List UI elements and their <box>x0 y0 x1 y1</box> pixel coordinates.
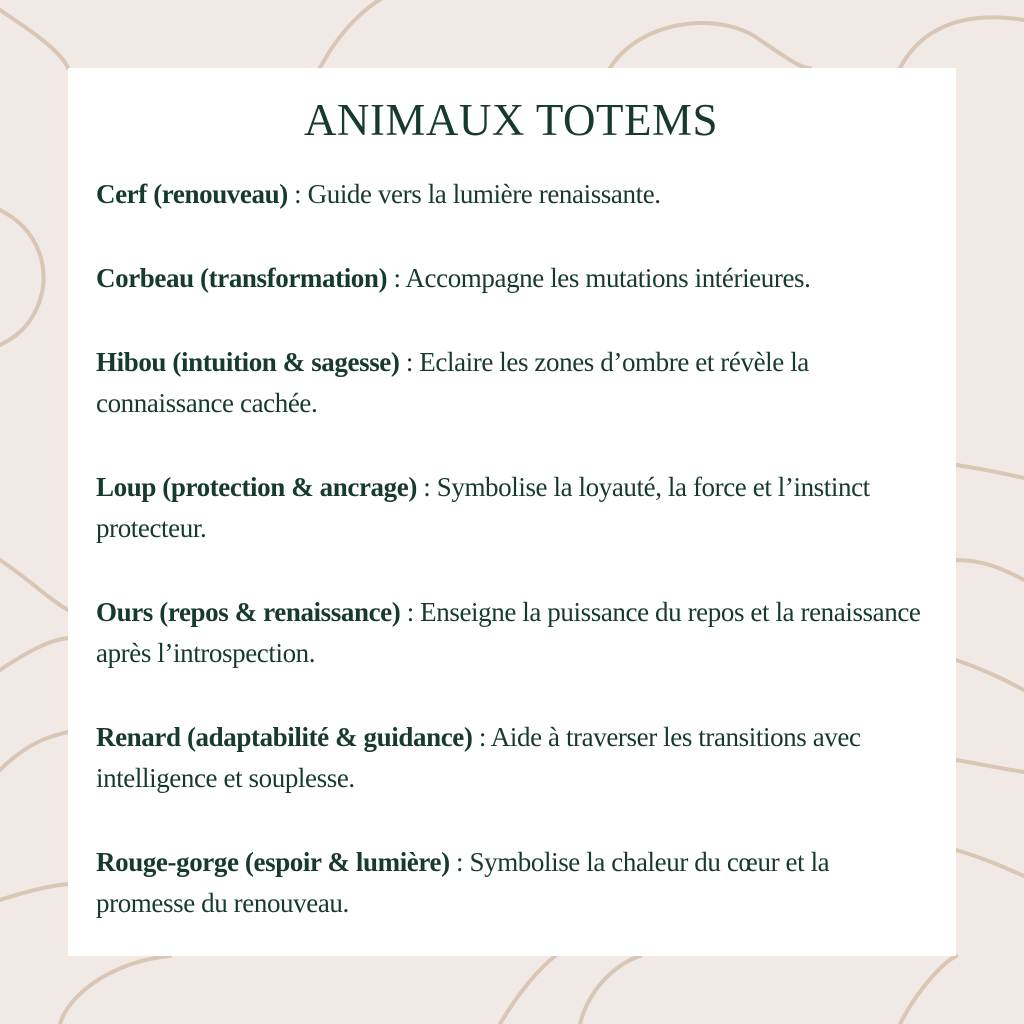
totem-name: Renard (adaptabilité & guidance) <box>96 722 473 752</box>
totem-description: Eclaire les zones d’ombre et révèle la connaissance cachée. <box>96 347 809 418</box>
totem-description: Aide à traverser les transitions avec intelligence et souplesse. <box>96 722 861 793</box>
totem-description: Symbolise la chaleur du cœur et la promesse du renouveau. <box>96 847 830 918</box>
totem-entry-loup <box>96 467 926 549</box>
separator: : <box>387 263 406 293</box>
totem-list <box>96 174 926 924</box>
totem-entry-renard <box>96 717 926 799</box>
totem-description: Accompagne les mutations intérieures. <box>405 263 811 293</box>
totem-name: Hibou (intuition & sagesse) <box>96 347 400 377</box>
totem-entry-cerf <box>96 174 926 215</box>
totem-name: Ours (repos & renaissance) <box>96 597 401 627</box>
separator: : <box>399 347 420 377</box>
totem-name: Loup (protection & ancrage) <box>96 472 417 502</box>
totem-name: Rouge-gorge (espoir & lumière) <box>96 847 450 877</box>
separator: : <box>287 179 308 209</box>
totem-entry-rouge-gorge <box>96 842 926 924</box>
totem-description: Enseigne la puissance du repos et la renaissance après l’introspection. <box>96 597 921 668</box>
page-title: ANIMAUX TOTEMS <box>303 95 719 145</box>
separator: : <box>449 847 470 877</box>
separator: : <box>400 597 421 627</box>
totem-description: Guide vers la lumière renaissante. <box>307 179 661 209</box>
totem-entry-hibou <box>96 342 926 424</box>
totem-name: Cerf (renouveau) <box>96 179 288 209</box>
totem-name: Corbeau (transformation) <box>96 263 388 293</box>
separator: : <box>472 722 491 752</box>
content-card <box>68 68 956 956</box>
totem-entry-corbeau <box>96 258 926 299</box>
totem-description: Symbolise la loyauté, la force et l’instinct protecteur. <box>96 472 870 543</box>
totem-entry-ours <box>96 592 926 674</box>
separator: : <box>416 472 437 502</box>
